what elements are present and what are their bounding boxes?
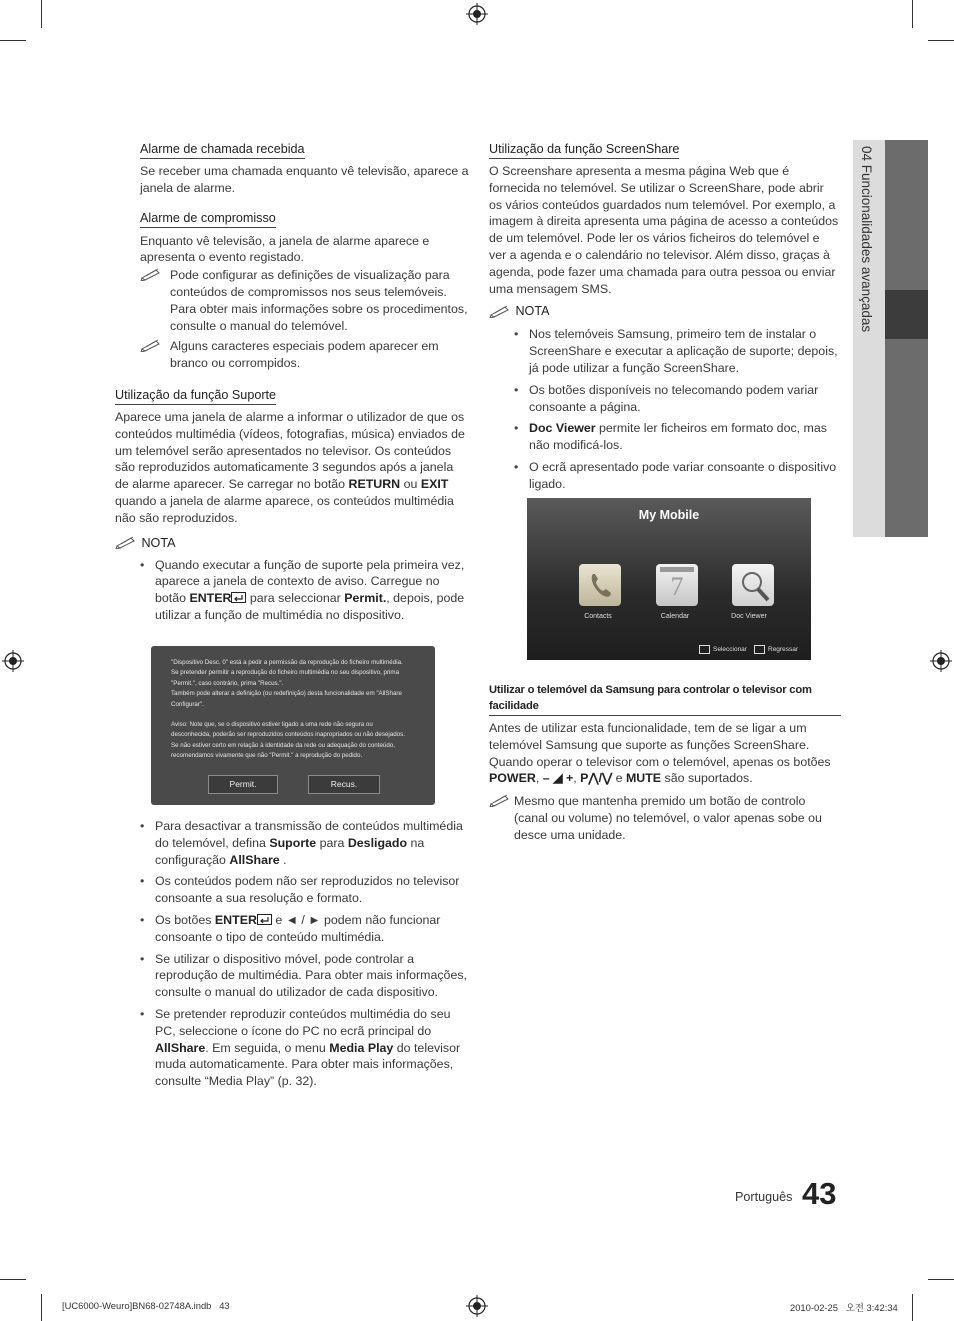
key-channel: P⋀/⋁ bbox=[580, 771, 613, 786]
section-heading: Alarme de chamada recebida bbox=[140, 141, 305, 159]
list-item: • Os conteúdos podem não ser reproduzidos no televisor consoante a sua resolução e formato. bbox=[140, 873, 470, 907]
text: na configuração bbox=[155, 835, 425, 867]
crop-mark bbox=[41, 0, 42, 28]
key-volume: – ◢ + bbox=[542, 771, 574, 786]
phone-icon bbox=[579, 564, 621, 606]
section-incoming-call bbox=[140, 140, 470, 372]
text: , bbox=[535, 771, 543, 786]
nota-list bbox=[514, 326, 839, 492]
text: Os botões bbox=[155, 912, 215, 927]
section-support bbox=[115, 386, 465, 629]
section-heading: Utilizar o telemóvel da Samsung para controlar o televisor com facilidade bbox=[489, 682, 841, 716]
text: Se pretender reproduzir conteúdos multimédia do seu PC, seleccione o ícone do PC no ecrã principal do bbox=[155, 1006, 451, 1038]
text: Antes de utilizar esta funcionalidade, tem de se ligar a um telemóvel Samsung que suporte as funções ScreenShare. Quando operar o televisor com o telemóvel, apenas os botões bbox=[489, 721, 831, 769]
dialog-line: "Permit.", caso contrário, prima "Recus.". bbox=[171, 679, 284, 687]
key-exit: EXIT bbox=[420, 477, 449, 492]
nota-label: NOTA bbox=[141, 535, 176, 550]
note-pencil-icon bbox=[140, 338, 162, 352]
language-label: Português bbox=[735, 1190, 793, 1204]
registration-mark-icon bbox=[2, 650, 24, 672]
side-tab-block-active bbox=[885, 290, 928, 339]
contacts-app[interactable] bbox=[579, 564, 621, 606]
paragraph bbox=[115, 409, 465, 527]
list-item: • O ecrã apresentado pode variar consoante o dispositivo ligado. bbox=[514, 459, 839, 493]
nota-header bbox=[115, 534, 465, 552]
dialog-line: Aviso: Note que, se o dispositivo estiver ligado a uma rede não segura ou bbox=[171, 721, 373, 729]
note-text: Pode configurar as definições de visualização para conteúdos de compromissos nos seus telemóveis. Para obter mais informações sobre os procedimentos, consulte o manual do telemóvel. bbox=[170, 268, 468, 333]
footer-select bbox=[699, 645, 747, 654]
dialog-line: Se não estiver certo em relação à identidade da rede ou adequação do conteúdo, bbox=[171, 741, 395, 749]
text: Aparece uma janela de alarme a informar o utilizador de que os conteúdos multimédia (vídeos, fotografias, música) enviados de um telemóvel serão apresentados no televisor. Os conteúdos são reproduzidos automaticamente 3 segundos após a janela de alarme aparecer. Se carregar no botão bbox=[115, 410, 465, 492]
list-item bbox=[514, 420, 839, 454]
dialog-line: Também pode alterar a definição (ou redefinição) desta funcionalidade em "AllShare bbox=[171, 690, 402, 698]
section-heading: Alarme de compromisso bbox=[140, 210, 276, 228]
list-item bbox=[140, 1006, 470, 1090]
text: do televisor muda automaticamente. Para obter mais informações, consulte “Media Play” (p. 32). bbox=[155, 1040, 461, 1089]
permission-dialog bbox=[151, 646, 435, 805]
enter-key-icon bbox=[257, 914, 272, 925]
dialog-line: recomendamos vivamente que não "Permit." a reprodução do pedido. bbox=[171, 752, 363, 760]
app-label: Contacts bbox=[584, 613, 612, 620]
paragraph bbox=[489, 720, 841, 787]
section-control-tv bbox=[489, 682, 841, 844]
file-info: [UC6000-Weuro]BN68-02748A.indb 43 bbox=[62, 1300, 230, 1311]
section-heading: Utilização da função ScreenShare bbox=[489, 141, 679, 159]
text: Para desactivar a transmissão de conteúdos multimédia do telemóvel, defina bbox=[155, 819, 463, 850]
dialog-line: desconhecida, poderão ser reproduzidos conteúdos inapropriados ou não desejados. bbox=[171, 731, 405, 739]
refuse-button[interactable]: Recus. bbox=[308, 775, 380, 794]
paragraph: Enquanto vê televisão, a janela de alarme aparece e apresenta o evento registado. bbox=[140, 233, 430, 265]
registration-mark-icon bbox=[930, 650, 952, 672]
option-suporte: Suporte bbox=[269, 835, 317, 850]
page-number: 43 bbox=[802, 1176, 837, 1211]
text: quando a janela de alarme aparece, os conteúdos multimédia não são reproduzidos. bbox=[115, 493, 454, 525]
crop-mark bbox=[41, 1294, 42, 1321]
text: para bbox=[316, 835, 348, 850]
dialog-line: Se pretender permitir a reprodução do ficheiro multimédia no seu dispositivo, prima bbox=[171, 669, 400, 677]
note bbox=[140, 267, 470, 334]
option-media-play: Media Play bbox=[329, 1040, 394, 1055]
nota-header bbox=[489, 302, 839, 320]
calendar-day: 7 bbox=[670, 572, 684, 601]
option-desligado: Desligado bbox=[347, 835, 408, 850]
registration-mark-icon bbox=[466, 1295, 488, 1317]
key-enter: ENTER bbox=[214, 912, 257, 927]
crop-mark bbox=[912, 0, 913, 28]
text: , bbox=[573, 771, 581, 786]
text: Quando executar a função de suporte pela primeira vez, aparece a janela de contexto de aviso. Carregue no botão bbox=[155, 557, 465, 606]
calendar-app[interactable] bbox=[656, 564, 698, 606]
option-allshare: AllShare bbox=[155, 1040, 206, 1055]
note-pencil-icon bbox=[140, 267, 162, 281]
note-pencil-icon bbox=[115, 535, 137, 549]
key-enter: ENTER bbox=[189, 591, 232, 606]
note-pencil-icon bbox=[489, 793, 511, 807]
paragraph: Se receber uma chamada enquanto vê televisão, aparece a janela de alarme. bbox=[140, 164, 469, 195]
dialog-text bbox=[171, 658, 425, 762]
registration-mark-icon bbox=[466, 3, 488, 25]
list-item bbox=[140, 818, 470, 868]
dialog-line: "Dispositivo Desc. 0" está a pedir a permissão da reprodução do ficheiro multimédia. bbox=[171, 659, 403, 666]
list-item bbox=[140, 557, 465, 624]
crop-mark bbox=[928, 40, 954, 41]
enter-key-icon bbox=[699, 645, 710, 654]
text: para seleccionar bbox=[246, 591, 345, 606]
list-item: • Os botões disponíveis no telecomando podem variar consoante a página. bbox=[514, 382, 839, 416]
screen-title: My Mobile bbox=[638, 508, 700, 522]
list-item bbox=[140, 912, 470, 946]
footer-label: Regressar bbox=[768, 646, 798, 654]
note-text: Mesmo que mantenha premido um botão de controlo (canal ou volume) no telemóvel, o valor apenas sobe ou desce uma unidade. bbox=[514, 794, 822, 842]
nota-label: NOTA bbox=[515, 304, 550, 319]
crop-mark bbox=[912, 1294, 913, 1321]
paragraph: O Screenshare apresenta a mesma página Web que é fornecida no telemóvel. Se utilizar o ScreenShare, pode abrir os vários conteúdos guardados num telemóvel. Por exemplo, a imagem à direita apresenta uma página de acesso a conteúdos de um telemóvel. Pode ler os vários ficheiros do telemóvel e ver a agenda e o calendário no televisor. Além disso, graças à agenda, pode fazer uma chamada para outra pessoa ou enviar uma mensagem SMS. bbox=[489, 164, 839, 296]
key-mute: MUTE bbox=[625, 771, 662, 786]
text: são suportados. bbox=[661, 771, 753, 786]
note bbox=[489, 793, 841, 843]
chapter-side-tab bbox=[853, 140, 928, 537]
chapter-label: 04 Funcionalidades avançadas bbox=[859, 146, 874, 333]
note bbox=[140, 338, 470, 372]
crop-mark bbox=[928, 1279, 954, 1280]
section-heading: Utilização da função Suporte bbox=[115, 387, 276, 405]
option-doc-viewer: Doc Viewer bbox=[529, 421, 596, 436]
my-mobile-screen bbox=[527, 498, 811, 660]
option-allshare: AllShare bbox=[229, 852, 280, 867]
text: e bbox=[612, 771, 626, 786]
side-tab-block bbox=[885, 140, 928, 290]
section-screenshare bbox=[489, 140, 839, 498]
doc-viewer-app[interactable] bbox=[732, 564, 774, 606]
magnifier-icon bbox=[732, 564, 774, 606]
footer-back bbox=[754, 645, 798, 654]
key-power: POWER bbox=[489, 771, 536, 786]
note-pencil-icon bbox=[489, 304, 511, 318]
text: permite ler ficheiros em formato doc, mas não modificá-los. bbox=[529, 421, 827, 453]
permit-button[interactable]: Permit. bbox=[208, 775, 278, 794]
note-text: Alguns caracteres especiais podem aparecer em branco ou corrompidos. bbox=[170, 339, 439, 371]
text: . bbox=[279, 852, 287, 867]
side-tab-block bbox=[885, 339, 928, 537]
support-bullets bbox=[140, 818, 470, 1095]
app-label: Doc Viewer bbox=[731, 613, 767, 620]
text: e ◄ / ► podem não funcionar consoante o tipo de conteúdo multimédia. bbox=[155, 912, 441, 944]
dialog-spacer bbox=[171, 710, 425, 720]
key-return: RETURN bbox=[348, 477, 401, 492]
app-label: Calendar bbox=[660, 613, 690, 620]
enter-key-icon bbox=[231, 592, 246, 603]
list-item: • Nos telemóveis Samsung, primeiro tem de instalar o ScreenShare e executar a aplicação de suporte; depois, já pode utilizar a função ScreenShare. bbox=[514, 326, 839, 376]
return-key-icon bbox=[754, 645, 765, 654]
crop-mark bbox=[0, 40, 26, 41]
crop-mark bbox=[0, 1279, 26, 1280]
dialog-line: Configurar". bbox=[171, 700, 204, 708]
print-date: 2010-02-25 오전 3:42:34 bbox=[790, 1302, 898, 1313]
text: , depois, pode utilizar a função de multimédia no dispositivo. bbox=[155, 591, 465, 622]
footer-label: Seleccionar bbox=[713, 646, 747, 654]
text: ou bbox=[400, 477, 421, 492]
list-item: • Se utilizar o dispositivo móvel, pode controlar a reprodução de multimédia. Para obter mais informações, consulte o manual do utilizador de cada dispositivo. bbox=[140, 951, 470, 1001]
option-permit: Permit. bbox=[344, 591, 387, 606]
text: . Em seguida, o menu bbox=[205, 1040, 330, 1055]
